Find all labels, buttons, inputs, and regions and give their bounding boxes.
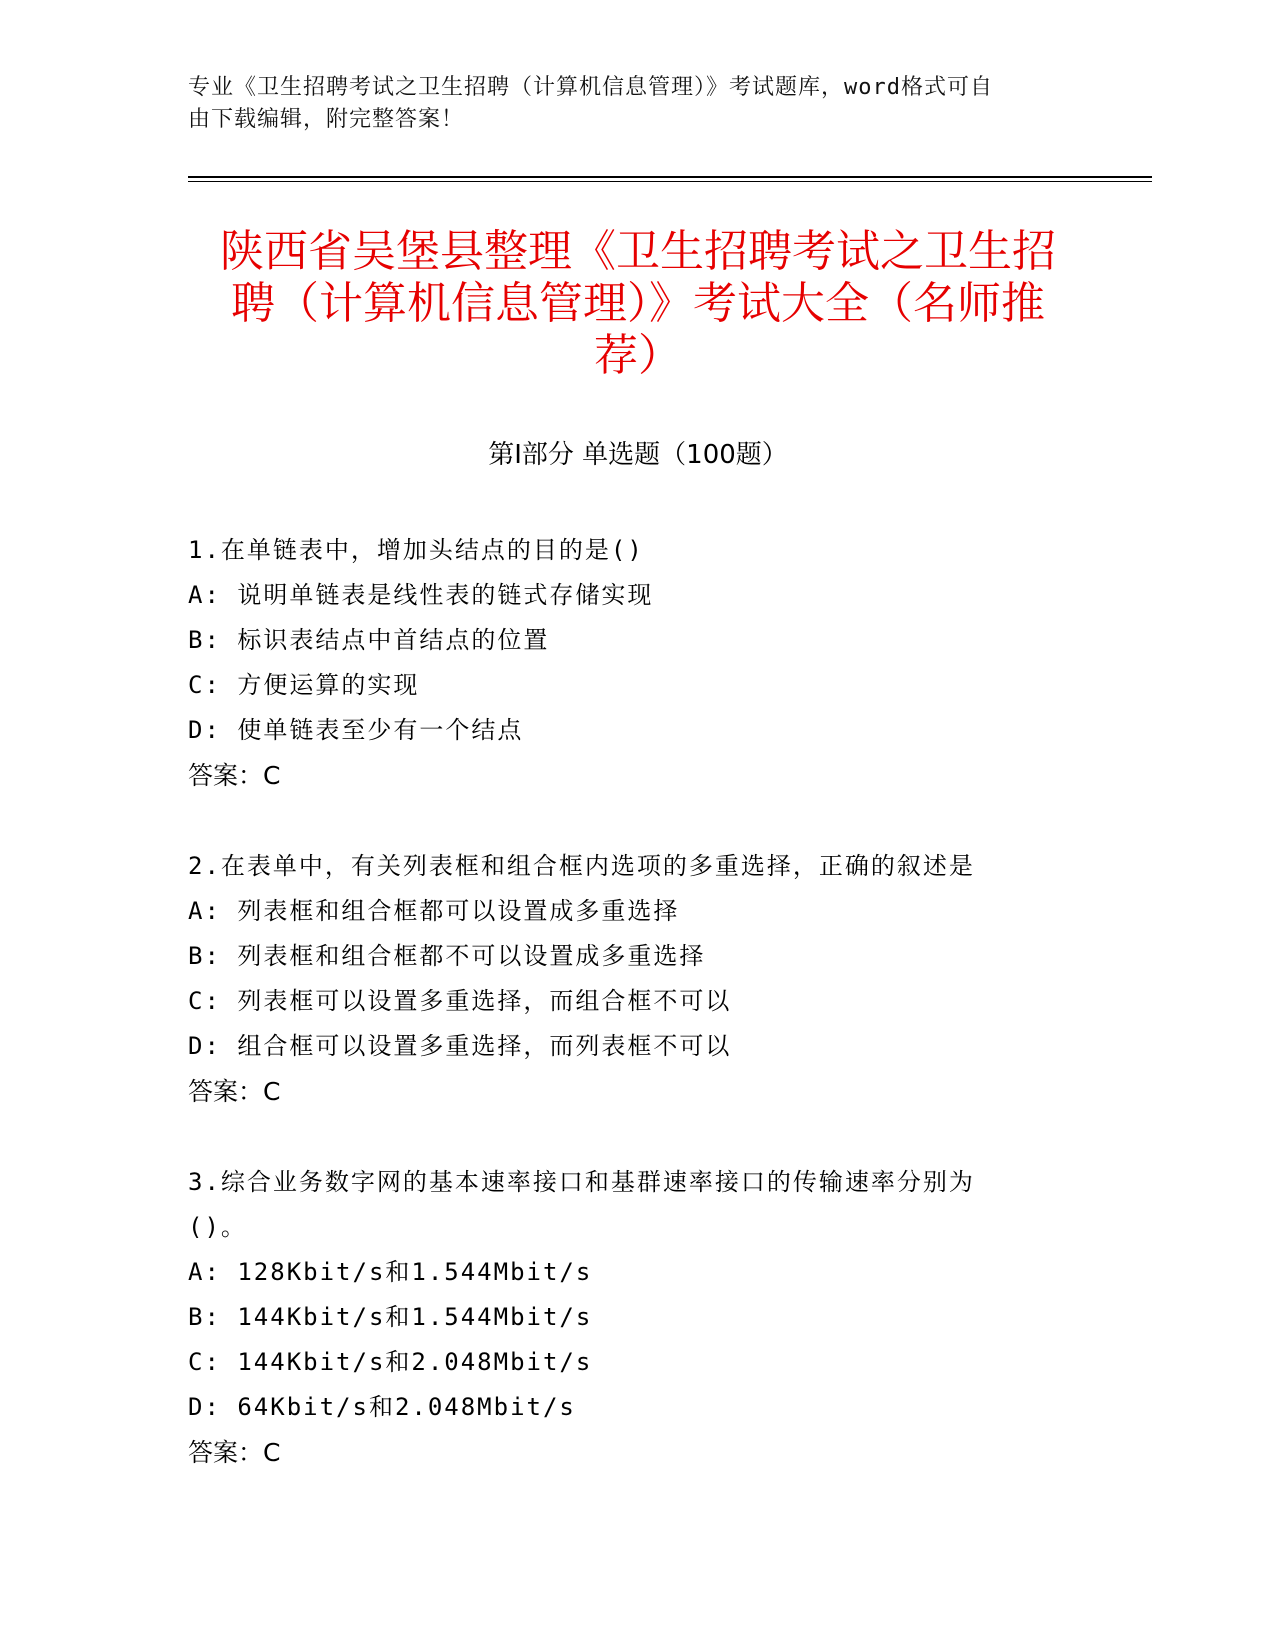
- option-c: C: 列表框可以设置多重选择，而组合框不可以: [188, 987, 732, 1015]
- option-d: D: 组合框可以设置多重选择，而列表框不可以: [188, 1032, 732, 1060]
- question-stem: 3.综合业务数字网的基本速率接口和基群速率接口的传输速率分别为: [188, 1168, 975, 1196]
- question-stem-continued: ()。: [188, 1213, 247, 1241]
- option-d: D: 64Kbit/s和2.048Mbit/s: [188, 1393, 576, 1421]
- document-title-line-2: 聘（计算机信息管理）》考试大全（名师推: [231, 278, 1045, 329]
- document-title-line-1: 陕西省吴堡县整理《卫生招聘考试之卫生招: [220, 226, 1056, 277]
- header-divider-thick: [188, 176, 1152, 178]
- question-list: [188, 528, 1088, 1521]
- header-note-line-2: 由下载编辑，附完整答案！: [188, 107, 465, 132]
- question-1: [188, 528, 1088, 798]
- document-title: [188, 226, 1088, 382]
- document-title-line-3: 荐）: [594, 330, 682, 381]
- answer: 答案：C: [188, 1077, 281, 1106]
- answer: 答案：C: [188, 1438, 281, 1467]
- header-divider-thin: [188, 181, 1152, 182]
- question-3: [188, 1160, 1088, 1475]
- option-a: A: 说明单链表是线性表的链式存储实现: [188, 581, 654, 609]
- option-c: C: 方便运算的实现: [188, 671, 420, 699]
- section-heading: 第Ⅰ部分 单选题（100题）: [488, 440, 788, 470]
- header-note-line-1: 专业《卫生招聘考试之卫生招聘（计算机信息管理）》考试题库，word格式可自: [188, 75, 993, 100]
- question-stem: 2.在表单中，有关列表框和组合框内选项的多重选择，正确的叙述是: [188, 852, 975, 880]
- answer: 答案：C: [188, 761, 281, 790]
- header-note: [188, 72, 1068, 136]
- option-c: C: 144Kbit/s和2.048Mbit/s: [188, 1348, 593, 1376]
- option-b: B: 144Kbit/s和1.544Mbit/s: [188, 1303, 593, 1331]
- option-b: B: 标识表结点中首结点的位置: [188, 626, 550, 654]
- option-d: D: 使单链表至少有一个结点: [188, 716, 524, 744]
- option-b: B: 列表框和组合框都不可以设置成多重选择: [188, 942, 706, 970]
- option-a: A: 128Kbit/s和1.544Mbit/s: [188, 1258, 593, 1286]
- question-stem: 1.在单链表中，增加头结点的目的是(): [188, 536, 644, 564]
- option-a: A: 列表框和组合框都可以设置成多重选择: [188, 897, 680, 925]
- question-2: [188, 844, 1088, 1114]
